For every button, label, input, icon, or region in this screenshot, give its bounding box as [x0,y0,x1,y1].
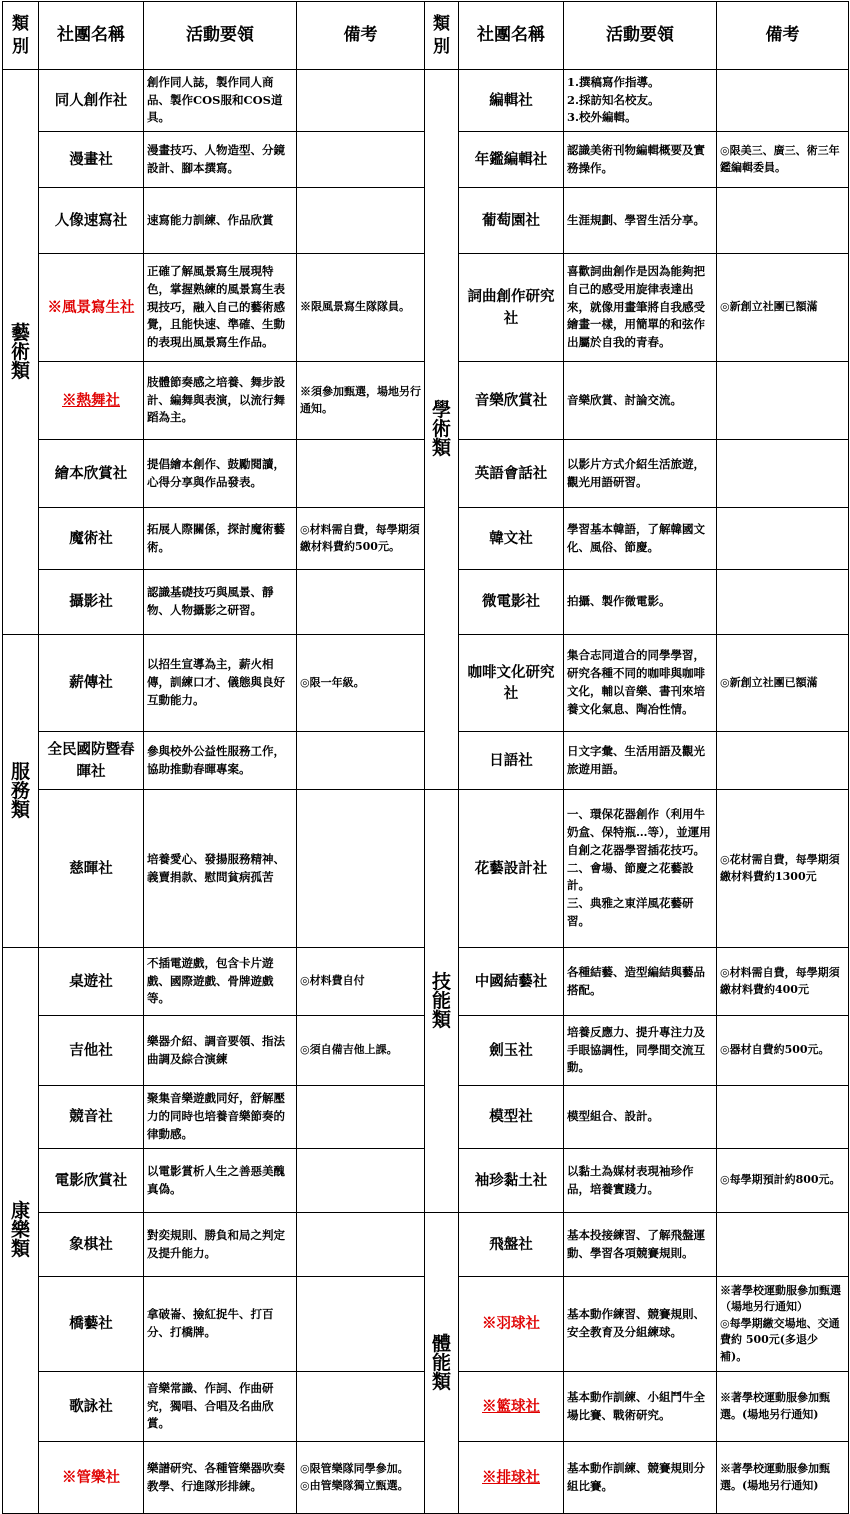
category-right-2 [425,1213,459,1514]
category-right-0 [425,70,459,790]
club-name [459,362,564,440]
club-activity: 基本動作訓練、小組鬥牛全場比賽、戰術研究。 [564,1372,717,1442]
club-note: ◎限管樂隊同學參加。 ◎由管樂隊獨立甄選。 [297,1442,425,1514]
header-activity-left: 活動要領 [144,2,297,70]
club-activity: 速寫能力訓練、作品欣賞 [144,188,297,254]
club-note [297,1277,425,1372]
club-note: ◎新創立社團已額滿 [717,254,849,362]
club-name-text: 橋藝社 [69,1315,113,1333]
club-note [717,508,849,570]
club-note [297,790,425,948]
club-activity: 參與校外公益性服務工作，協助推動春暉專案。 [144,732,297,790]
club-note [717,440,849,508]
club-name-text: ※籃球社 [482,1397,540,1415]
club-note: ※限風景寫生隊隊員。 [297,254,425,362]
club-name-text: 年鑑編輯社 [474,150,548,168]
club-name-text: 漫畫社 [69,150,113,168]
club-name [459,508,564,570]
club-activity: 培養愛心、發揚服務精神、義賣捐款、慰問貧病孤苦 [144,790,297,948]
club-activity: 模型組合、設計。 [564,1086,717,1149]
header-note-right: 備考 [717,2,849,70]
category-label: 服務類 [10,760,30,821]
club-activity: 樂器介紹、調音要領、指法曲調及綜合演練 [144,1016,297,1086]
category-label: 體能類 [431,1332,451,1393]
header-activity-right: 活動要領 [564,2,717,70]
club-name [459,635,564,732]
club-name-text: ※風景寫生社 [47,298,135,316]
club-note [717,732,849,790]
club-name-text: ※熱舞社 [62,391,120,409]
club-note [297,570,425,635]
club-note: ◎材料需自費，每學期須繳材料費約400元 [717,948,849,1016]
club-name-text: 薪傳社 [69,674,113,692]
club-activity: 不插電遊戲，包含卡片遊戲、國際遊戲、骨牌遊戲等。 [144,948,297,1016]
club-name-text: 模型社 [489,1108,533,1126]
club-name-text: 編輯社 [489,91,533,109]
club-name-text: ※羽球社 [482,1315,540,1333]
category-label: 技能類 [431,970,451,1031]
club-name [459,1016,564,1086]
club-name [459,440,564,508]
club-name [39,1442,144,1514]
club-activity: 集合志同道合的同學學習，研究各種不同的咖啡與咖啡文化，輔以音樂、書刊來培養文化氣息、陶冶性情。 [564,635,717,732]
club-name [39,1213,144,1277]
club-note [297,132,425,188]
club-name [39,570,144,635]
club-name [459,790,564,948]
club-activity: 以影片方式介紹生活旅遊，觀光用語研習。 [564,440,717,508]
club-note: ◎器材自費約500元。 [717,1016,849,1086]
club-name-text: 劍玉社 [489,1041,533,1059]
club-name [39,948,144,1016]
club-table [2,1,849,1514]
club-name-text: 繪本欣賞社 [54,464,128,482]
club-note [297,188,425,254]
club-name-text: 葡萄園社 [482,211,540,229]
club-note [297,1086,425,1149]
club-name-text: 咖啡文化研究社 [467,663,555,702]
club-note [717,570,849,635]
club-name-text: 歌詠社 [69,1397,113,1415]
club-name [459,1213,564,1277]
category-left-0 [3,70,39,635]
club-note [297,440,425,508]
club-note [297,70,425,132]
club-name [459,132,564,188]
club-activity: 1.撰稿寫作指導。 2.採訪知名校友。 3.校外編輯。 [564,70,717,132]
club-note: ※著學校運動服參加甄選。(場地另行通知) [717,1442,849,1514]
club-name-text: 全民國防暨春暉社 [47,741,135,780]
club-name [39,1016,144,1086]
club-name-text: 電影欣賞社 [54,1171,128,1189]
club-note: ※著學校運動服參加甄選。(場地另行通知) [717,1372,849,1442]
club-note: ※著學校運動服參加甄選（場地另行通知） ◎每學期繳交場地、交通費約 500元(多退少補)。 [717,1277,849,1372]
club-note: ◎每學期預計約800元。 [717,1149,849,1213]
club-note: ◎須自備吉他上課。 [297,1016,425,1086]
table-row [3,70,849,132]
header-name-right: 社團名稱 [459,2,564,70]
club-activity: 基本動作訓練、競賽規則分組比賽。 [564,1442,717,1514]
club-name [39,1086,144,1149]
club-note [717,1213,849,1277]
club-activity: 基本動作練習、競賽規則、安全教育及分組練球。 [564,1277,717,1372]
club-note: ◎花材需自費，每學期須繳材料費約1300元 [717,790,849,948]
category-label: 學術類 [431,399,451,459]
club-name [39,790,144,948]
club-name-text: 同人創作社 [54,91,128,109]
club-name-text: 吉他社 [69,1041,113,1059]
club-name [39,1372,144,1442]
club-name [459,1277,564,1372]
club-note [297,1372,425,1442]
club-note: ◎材料費自付 [297,948,425,1016]
club-note: ◎新創立社團已額滿 [717,635,849,732]
club-name [39,70,144,132]
club-note: ◎限一年級。 [297,635,425,732]
club-activity: 拓展人際關係，探討魔術藝術。 [144,508,297,570]
club-name-text: 韓文社 [489,529,533,547]
club-name-text: ※排球社 [482,1468,540,1486]
club-activity: 音樂常識、作詞、作曲研究，獨唱、合唱及名曲欣賞。 [144,1372,297,1442]
club-activity: 各種結藝、造型編結與藝品搭配。 [564,948,717,1016]
club-activity: 漫畫技巧、人物造型、分鏡設計、腳本撰寫。 [144,132,297,188]
club-activity: 培養反應力、提升專注力及手眼協調性，同學間交流互動。 [564,1016,717,1086]
club-activity: 認識美術刊物編輯概要及實務操作。 [564,132,717,188]
club-activity: 肢體節奏感之培養、舞步設計、編舞與表演，以流行舞蹈為主。 [144,362,297,440]
club-name [459,1372,564,1442]
club-activity: 創作同人誌，製作同人商品、製作COS服和COS道具。 [144,70,297,132]
club-note [297,732,425,790]
club-name [459,1086,564,1149]
club-note [717,1086,849,1149]
club-note: ◎限美三、廣三、術三年鑑編輯委員。 [717,132,849,188]
club-name [459,254,564,362]
category-left-1 [3,635,39,948]
club-activity: 拿破崙、撿紅捉牛、打百分、打橋牌。 [144,1277,297,1372]
table-header-row [3,2,849,70]
club-name-text: 慈暉社 [69,859,113,877]
club-note [717,362,849,440]
club-name [459,1149,564,1213]
club-name [39,188,144,254]
club-list-page [2,1,848,1499]
club-name [39,440,144,508]
club-name-text: 中國結藝社 [474,972,548,990]
club-note [297,1213,425,1277]
club-note [297,1149,425,1213]
club-name-text: 花藝設計社 [474,859,548,877]
club-name-text: 魔術社 [69,529,113,547]
club-name [459,188,564,254]
category-label: 藝術類 [10,321,30,382]
club-note [717,188,849,254]
club-name [39,1277,144,1372]
club-activity: 生涯規劃、學習生活分享。 [564,188,717,254]
club-activity: 以黏土為媒材表現袖珍作品，培養實踐力。 [564,1149,717,1213]
club-name-text: 袖珍黏土社 [474,1171,548,1189]
club-activity: 樂譜研究、各種管樂器吹奏教學、行進隊形排練。 [144,1442,297,1514]
header-name-left: 社團名稱 [39,2,144,70]
club-name-text: 微電影社 [482,593,540,611]
table-row [3,790,849,948]
club-activity: 提倡繪本創作、鼓勵閱讀，心得分享與作品發表。 [144,440,297,508]
club-name [459,1442,564,1514]
club-name-text: 英語會話社 [474,464,548,482]
club-note: ◎材料需自費，每學期須繳材料費約500元。 [297,508,425,570]
club-name-text: ※管樂社 [62,1468,120,1486]
header-category-right: 類別 [425,2,459,70]
club-activity: 喜歡詞曲創作是因為能夠把自己的感受用旋律表達出來，就像用畫筆將自我感受繪畫一樣，用簡單的和弦作出屬於自我的青春。 [564,254,717,362]
category-left-2 [3,948,39,1514]
club-activity: 以招生宣導為主，薪火相傳，訓練口才、儀態與良好互動能力。 [144,635,297,732]
club-name-text: 攝影社 [69,593,113,611]
club-name-text: 競音社 [69,1108,113,1126]
club-name-text: 象棋社 [69,1235,113,1253]
header-category-left: 類別 [3,2,39,70]
club-name [39,635,144,732]
club-name-text: 桌遊社 [69,972,113,990]
club-name [459,732,564,790]
club-name [39,732,144,790]
club-name [39,132,144,188]
club-activity: 日文字彙、生活用語及觀光旅遊用語。 [564,732,717,790]
club-name-text: 日語社 [489,751,533,769]
club-activity: 聚集音樂遊戲同好，舒解壓力的同時也培養音樂節奏的律動感。 [144,1086,297,1149]
table-row [3,1213,849,1277]
club-activity: 對奕規則、勝負和局之判定及提升能力。 [144,1213,297,1277]
club-name [39,1149,144,1213]
club-name-text: 飛盤社 [489,1235,533,1253]
club-name-text: 人像速寫社 [54,211,128,229]
club-activity: 基本投接練習、了解飛盤運動、學習各項競賽規則。 [564,1213,717,1277]
club-activity: 以電影賞析人生之善惡美醜真偽。 [144,1149,297,1213]
category-label: 康樂類 [10,1200,30,1260]
club-activity: 認識基礎技巧與風景、靜物、人物攝影之研習。 [144,570,297,635]
club-note [717,70,849,132]
club-name [39,362,144,440]
club-activity: 一、環保花器創作（利用牛奶盒、保特瓶…等），並運用自創之花器學習插花技巧。 二、會場、節慶之花藝設計。 三、典雅之東洋風花藝研習。 [564,790,717,948]
category-right-1 [425,790,459,1213]
club-name [39,508,144,570]
club-name [459,570,564,635]
club-name [459,70,564,132]
club-activity: 正確了解風景寫生展現特色，掌握熟練的風景寫生表現技巧，融入自己的藝術感覺，且能快速、準確、生動的表現出風景寫生作品。 [144,254,297,362]
club-name [459,948,564,1016]
header-note-left: 備考 [297,2,425,70]
club-name-text: 詞曲創作研究社 [467,288,555,327]
club-note: ※須參加甄選，場地另行通知。 [297,362,425,440]
club-activity: 拍攝、製作微電影。 [564,570,717,635]
club-activity: 音樂欣賞、討論交流。 [564,362,717,440]
club-activity: 學習基本韓語，了解韓國文化、風俗、節慶。 [564,508,717,570]
club-name [39,254,144,362]
club-name-text: 音樂欣賞社 [474,391,548,409]
